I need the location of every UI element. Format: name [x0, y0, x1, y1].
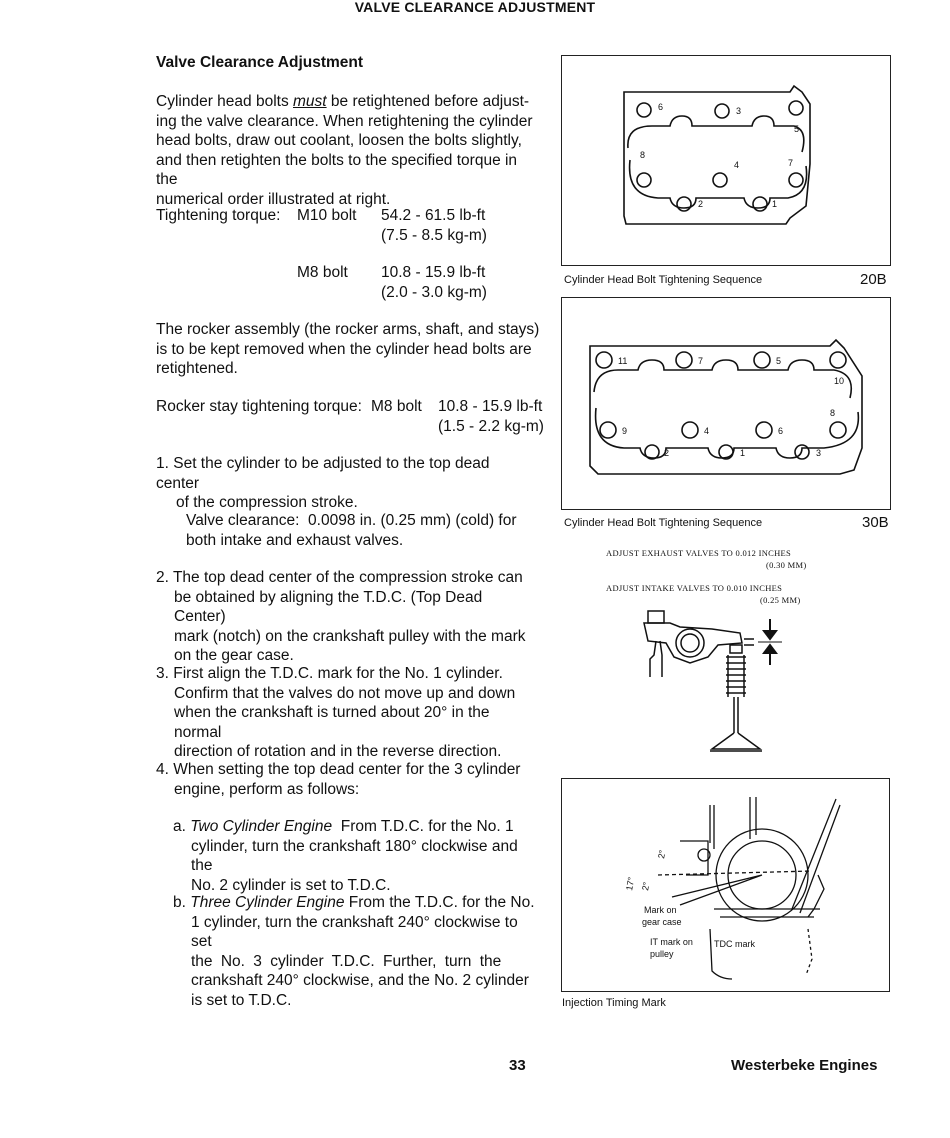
three-cylinder-head-diagram	[562, 298, 890, 509]
valve-clearance-note	[186, 511, 536, 550]
injection-timing-frame	[561, 778, 890, 992]
label-4: 4	[704, 426, 710, 436]
step-3-line-3: when the crankshaft is turned about 20° in the normal	[174, 704, 490, 741]
step-4-line-2: engine, perform as follows:	[174, 780, 360, 798]
valve-head	[712, 733, 760, 749]
rocker-stay-value-2: (1.5 - 2.2 kg-m)	[438, 418, 544, 435]
label-9: 9	[622, 426, 628, 436]
label-1: 1	[772, 199, 778, 209]
emphasis-must: must	[293, 93, 327, 110]
intro-paragraph	[156, 92, 536, 209]
bolt-1	[753, 197, 767, 211]
page-number: 33	[509, 1057, 526, 1074]
intake-valve-note-mm: (0.25 MM)	[760, 595, 801, 605]
exhaust-valve-note: ADJUST EXHAUST VALVES TO 0.012 INCHES	[606, 548, 792, 558]
intro-line-1: Cylinder head bolts must be retightened before adjust-	[156, 93, 530, 110]
figure-30b-frame	[561, 297, 891, 510]
label-3: 3	[816, 448, 822, 458]
bolt-5	[754, 352, 770, 368]
torque-m8-label: M8 bolt	[297, 264, 348, 281]
injection-timing-caption: Injection Timing Mark	[562, 997, 666, 1009]
upper-gallery	[594, 360, 851, 398]
torque-label: Tightening torque:	[156, 207, 281, 224]
case-lines	[710, 797, 756, 849]
lower-gallery	[630, 160, 807, 208]
rocker-paragraph	[156, 320, 541, 379]
label-7: 7	[698, 356, 704, 366]
step-4a-line-1: a. Two Cylinder Engine From T.D.C. for the No. 1	[173, 818, 514, 835]
arrow-down-icon	[764, 631, 776, 639]
step-4b-line-5: is set to T.D.C.	[191, 991, 292, 1009]
torque-m10-label: M10 bolt	[297, 207, 357, 224]
page-header: VALVE CLEARANCE ADJUSTMENT	[354, 0, 596, 15]
label-2: 2	[664, 448, 670, 458]
intro-line-3: head bolts, draw out coolant, loosen the bolts slightly,	[156, 132, 522, 149]
gear-case-bottom	[714, 909, 820, 917]
rocker-line-2: is to be kept removed when the cylinder head bolts are	[156, 340, 532, 358]
tdc-line	[658, 871, 812, 875]
rocker-shaft-inner	[681, 634, 699, 652]
step-2-line-1: 2. The top dead center of the compression stroke can	[156, 569, 523, 586]
bolt-7	[789, 173, 803, 187]
step-4a	[173, 817, 538, 895]
pulley-rim	[808, 875, 824, 917]
step-1-line-1: 1. Set the cylinder to be adjusted to the top dead center	[156, 455, 490, 492]
exhaust-valve-note-mm: (0.30 MM)	[766, 560, 807, 570]
rocker-line-3: retightened.	[156, 360, 238, 377]
rocker-stay-value-1: 10.8 - 15.9 lb-ft	[438, 398, 543, 415]
step-4-line-1: 4. When setting the top dead center for the 3 cylinder	[156, 761, 521, 778]
tdc-mark-label: TDC mark	[714, 939, 755, 949]
bolt-7	[676, 352, 692, 368]
spring-sides	[728, 655, 744, 697]
step-4	[156, 760, 536, 799]
step-4b-line-4: crankshaft 240° clockwise, and the No. 2 cylinder	[191, 972, 529, 989]
bolt-9	[600, 422, 616, 438]
label-6: 6	[778, 426, 784, 436]
two-cylinder-head-diagram	[562, 56, 890, 265]
rocker-stay-label: Rocker stay tightening torque:	[156, 398, 362, 415]
step-4b-line-2: 1 cylinder, turn the crankshaft 240° clockwise to set	[191, 913, 518, 950]
upper-gallery	[628, 116, 804, 152]
valve-spring	[726, 657, 746, 693]
bolt-8	[637, 173, 651, 187]
bolt-10	[830, 352, 846, 368]
section-title: Valve Clearance Adjustment	[156, 54, 364, 71]
bolt-6	[756, 422, 772, 438]
three-cylinder-title: Three Cylinder Engine	[190, 894, 345, 911]
bolt-5	[789, 101, 803, 115]
bolt-2	[645, 445, 659, 459]
step-4a-line-3: No. 2 cylinder is set to T.D.C.	[191, 876, 391, 894]
degree-label-2a: 2°	[656, 849, 668, 860]
intake-valve-note: ADJUST INTAKE VALVES TO 0.010 INCHES	[606, 583, 783, 593]
torque-m8-value-2: (2.0 - 3.0 kg-m)	[381, 284, 487, 301]
bolt-2	[677, 197, 691, 211]
gap-lines	[744, 639, 754, 645]
figure-20b-caption: Cylinder Head Bolt Tightening Sequence	[564, 274, 763, 286]
label-3: 3	[736, 106, 742, 116]
clearance-line-2: both intake and exhaust valves.	[186, 531, 404, 549]
step-4b-line-1: b. Three Cylinder Engine From the T.D.C. for the No.	[173, 894, 535, 911]
pulley-right-arc	[806, 929, 812, 975]
label-10: 10	[834, 376, 845, 386]
intro-line-5: numerical order illustrated at right.	[156, 190, 391, 208]
mark-on-label-1: Mark on	[644, 905, 677, 915]
figure-20b-number: 20B	[860, 271, 887, 288]
label-5: 5	[794, 124, 800, 134]
step-2-line-4: on the gear case.	[174, 647, 294, 664]
label-5: 5	[776, 356, 782, 366]
it-mark-label-1: IT mark on	[650, 937, 693, 947]
rocker-shaft	[676, 629, 704, 657]
timing-mark-diagram	[562, 779, 889, 991]
bolt-11	[596, 352, 612, 368]
label-1: 1	[740, 448, 746, 458]
step-2-line-2: be obtained by aligning the T.D.C. (Top Dead Center)	[174, 588, 483, 625]
figure-30b-number: 30B	[862, 514, 889, 531]
step-4b-line-3: the No. 3 cylinder T.D.C. Further, turn the	[191, 952, 502, 970]
bolt-3	[715, 104, 729, 118]
step-3	[156, 664, 536, 762]
step-4b	[173, 893, 538, 1010]
rocker-stay-bolt: M8 bolt	[371, 398, 422, 415]
degree-label-2b: 2°	[640, 881, 652, 892]
bolt-8	[830, 422, 846, 438]
belt-lines	[792, 799, 840, 913]
pulley-left-arc	[710, 929, 732, 979]
step-2	[156, 568, 536, 666]
intro-line-2: ing the valve clearance. When retightening the cylinder	[156, 112, 533, 130]
intro-line-4: and then retighten the bolts to the specified torque in the	[156, 151, 518, 188]
degree-label-17: 17°	[624, 876, 637, 892]
step-3-line-1: 3. First align the T.D.C. mark for the No. 1 cylinder.	[156, 665, 503, 682]
valve-cap	[730, 645, 742, 653]
label-6: 6	[658, 102, 664, 112]
step-3-line-2: Confirm that the valves do not move up and down	[174, 684, 516, 702]
arrow-up-icon	[764, 645, 776, 653]
two-cylinder-title: Two Cylinder Engine	[190, 818, 333, 835]
label-8: 8	[640, 150, 646, 160]
valve-stem	[734, 697, 738, 733]
label-7: 7	[788, 158, 794, 168]
step-2-line-3: mark (notch) on the crankshaft pulley with the mark	[174, 627, 526, 645]
push-rod	[650, 641, 662, 677]
clearance-line-1: Valve clearance: 0.0098 in. (0.25 mm) (cold) for	[186, 512, 517, 529]
mark-on-label-2: gear case	[642, 917, 682, 927]
figure-20b-frame	[561, 55, 891, 266]
angle-lines	[672, 875, 762, 905]
rocker-line-1: The rocker assembly (the rocker arms, shaft, and stays)	[156, 321, 540, 338]
figure-30b-caption: Cylinder Head Bolt Tightening Sequence	[564, 517, 763, 529]
step-1	[156, 454, 536, 513]
label-11: 11	[618, 356, 628, 366]
bolt-4	[682, 422, 698, 438]
bolt-4	[713, 173, 727, 187]
torque-m8-value-1: 10.8 - 15.9 lb-ft	[381, 264, 486, 281]
label-8: 8	[830, 408, 836, 418]
label-2: 2	[698, 199, 704, 209]
it-mark-label-2: pulley	[650, 949, 674, 959]
rocker-valve-illustration	[630, 605, 790, 757]
bolt-6	[637, 103, 651, 117]
step-3-line-4: direction of rotation and in the reverse direction.	[174, 743, 502, 760]
torque-m10-value-2: (7.5 - 8.5 kg-m)	[381, 227, 487, 244]
gear-case-edge	[680, 841, 708, 875]
label-4: 4	[734, 160, 740, 170]
step-4a-line-2: cylinder, turn the crankshaft 180° clockwise and the	[191, 837, 518, 874]
adjust-screw	[648, 611, 664, 623]
brand-name: Westerbeke Engines	[731, 1057, 878, 1074]
torque-m10-value-1: 54.2 - 61.5 lb-ft	[381, 207, 486, 224]
step-1-line-2: of the compression stroke.	[176, 494, 358, 511]
